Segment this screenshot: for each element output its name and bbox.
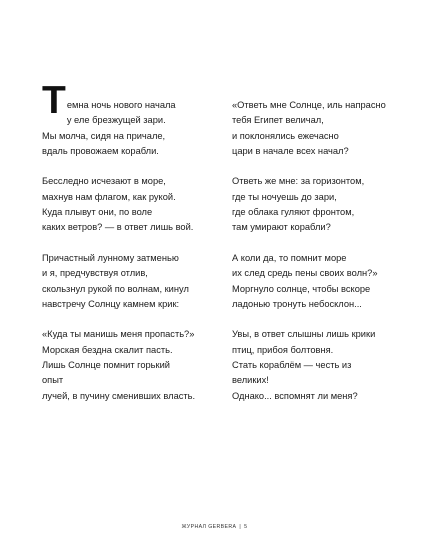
stanza (232, 98, 392, 159)
poem-line: Моргнуло солнце, чтобы вскоре (232, 283, 371, 294)
drop-cap: Т (42, 79, 66, 122)
stanza (232, 174, 392, 235)
poem-line: опыт (42, 375, 64, 386)
stanza (232, 327, 392, 403)
stanza (42, 251, 210, 312)
poem-line: «Куда ты манишь меня пропасть?» (42, 329, 195, 340)
poem-line: там умирают корабли? (232, 222, 331, 233)
poem-line: каких ветров? — в ответ лишь вой. (42, 222, 194, 233)
poem-line: скользнул рукой по волнам, кинул (42, 283, 189, 294)
page-number: 5 (244, 524, 248, 530)
poem-line: тебя Египет величал, (232, 115, 324, 126)
poem-line: где ты ночуешь до зари, (232, 191, 337, 202)
poem-line: Лишь Солнце помнит горький (42, 360, 170, 371)
poem-line: где облака гуляют фронтом, (232, 207, 355, 218)
poem-line: «Ответь мне Солнце, иль напрасно (232, 100, 386, 110)
poem-line: у еле брезжущей зари. (66, 115, 166, 126)
stanza (232, 251, 392, 312)
poem-line: птиц, прибоя болтовня. (232, 344, 334, 355)
poem-line: их след средь пены своих волн?» (232, 268, 378, 279)
poem-line: Стать кораблём — честь из (232, 360, 352, 371)
poem-line: Мы молча, сидя на причале, (42, 130, 166, 141)
poem-line: навстречу Солнцу камнем крик: (42, 298, 180, 309)
poem-line-text: емна ночь нового начала (66, 100, 176, 110)
poem-right-column (232, 98, 392, 404)
poem-line: великих! (232, 375, 269, 386)
poem-line: и поклонялись ежечасно (232, 130, 339, 141)
poem-line: вдаль провожаем корабли. (42, 145, 159, 156)
poem-line: махнув нам флагом, как рукой. (42, 191, 176, 202)
page-footer (0, 524, 429, 530)
poem-line: и я, предчувствуя отлив, (42, 268, 148, 279)
poem-line: ладонью тронуть небосклон... (232, 298, 362, 309)
poem-line: Бесследно исчезают в море, (42, 176, 166, 187)
poem-line: Однако... вспомнят ли меня? (232, 390, 358, 401)
poem-line: Ответь же мне: за горизонтом, (232, 176, 365, 187)
poem-line: лучей, в пучину сменивших власть. (42, 390, 196, 401)
poem-line: А коли да, то помнит море (232, 252, 347, 263)
stanza (42, 79, 210, 159)
poem-line: Куда плывут они, по воле (42, 207, 153, 218)
poem-line: Морская бездна скалит пасть. (42, 344, 173, 355)
poem-line: Увы, в ответ слышны лишь крики (232, 329, 376, 340)
poem-line: цари в начале всех начал? (232, 145, 349, 156)
stanza (42, 327, 210, 403)
poem-left-column (42, 79, 210, 404)
footer-separator: | (239, 524, 242, 530)
journal-name: ЖУРНАЛ GERBERA (181, 524, 237, 530)
poem-line: Причастный лунному затменью (42, 252, 179, 263)
stanza (42, 174, 210, 235)
